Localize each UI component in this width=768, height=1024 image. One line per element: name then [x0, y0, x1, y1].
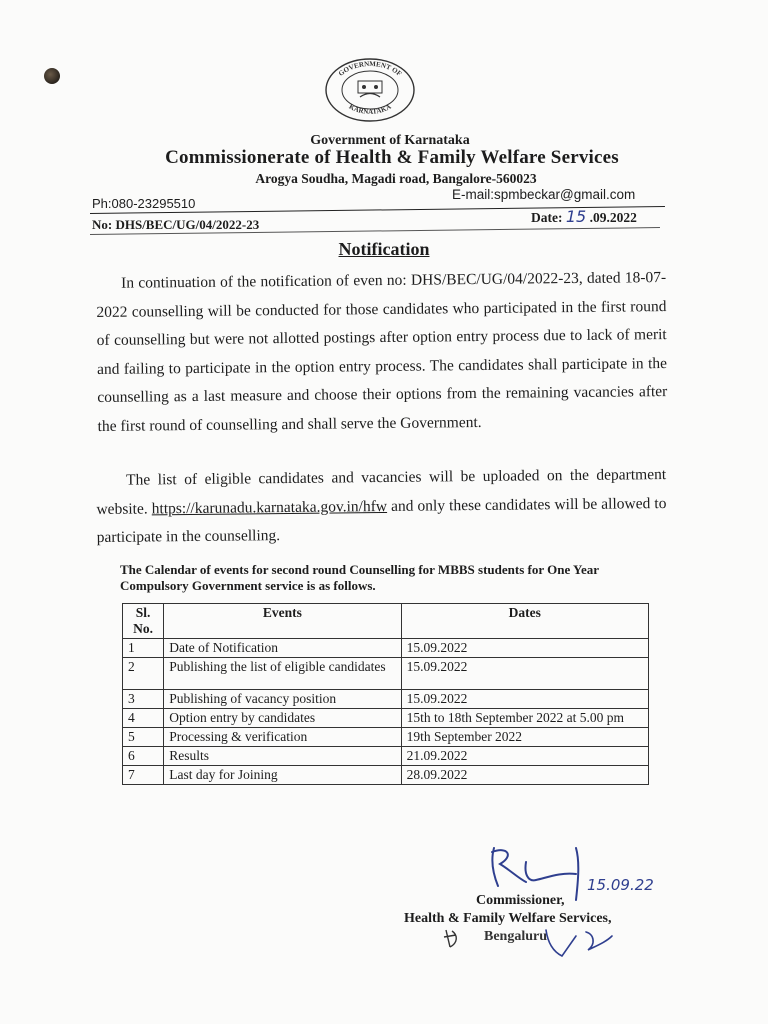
notification-title: Notification [338, 239, 430, 259]
signature-date: 15.09.22 [587, 876, 654, 894]
government-name: Government of Karnataka [310, 133, 470, 148]
paragraph-2 [96, 461, 667, 552]
signatory-office: Health & Family Welfare Services, [404, 911, 612, 926]
signatory-city: Bengaluru [484, 929, 548, 944]
header-events: Events [164, 604, 401, 639]
phone-number: Ph:080-23295510 [92, 196, 196, 211]
cell-event: Publishing the list of eligible candidates [164, 658, 401, 690]
paragraph-2-start: The list of eligible candidates and vacancies will be uploaded on the department website. [96, 466, 667, 518]
punch-hole [44, 68, 60, 84]
seal-top-text: GOVERNMENT OF [336, 59, 404, 78]
date-handwritten-day: 15 [565, 207, 587, 226]
cell-date: 19th September 2022 [401, 728, 648, 747]
cell-sl: 4 [123, 709, 164, 728]
date-suffix: .09.2022 [589, 210, 637, 225]
cell-sl: 2 [123, 658, 164, 690]
cell-sl: 6 [123, 747, 164, 766]
table-row [123, 747, 649, 766]
table-row [123, 658, 649, 690]
cell-date: 15.09.2022 [401, 658, 648, 690]
cell-sl: 5 [123, 728, 164, 747]
seal-bottom-text: KARNATAKA [347, 102, 393, 116]
cell-sl: 3 [123, 690, 164, 709]
header-sl-no: Sl. No. [123, 604, 164, 639]
table-row [123, 709, 649, 728]
date-label: Date: [531, 210, 563, 225]
svg-text:KARNATAKA [348, 103, 393, 116]
notification-date [531, 207, 637, 226]
cell-date: 15th to 18th September 2022 at 5.00 pm [401, 709, 648, 728]
signatory-designation: Commissioner, [476, 893, 565, 908]
cell-date: 15.09.2022 [401, 639, 648, 658]
table-row [123, 690, 649, 709]
email-address: E-mail:spmbeckar@gmail.com [452, 187, 636, 202]
cell-date: 28.09.2022 [401, 766, 648, 785]
svg-text:GOVERNMENT OF [337, 60, 403, 78]
cell-event: Last day for Joining [164, 766, 401, 785]
calendar-table [122, 603, 649, 785]
table-header-row [123, 604, 649, 639]
department-name: Commissionerate of Health & Family Welfare Services [165, 147, 619, 168]
office-address: Arogya Soudha, Magadi road, Bangalore-560023 [255, 171, 537, 186]
header-dates: Dates [401, 604, 648, 639]
initials-signature-icon [436, 922, 636, 962]
stamp-mark-icon [440, 927, 464, 951]
department-website-link[interactable]: https://karunadu.karnataka.gov.in/hfw [151, 497, 388, 517]
cell-event: Option entry by candidates [164, 709, 401, 728]
cell-date: 15.09.2022 [401, 690, 648, 709]
cell-date: 21.09.2022 [401, 747, 648, 766]
calendar-title: The Calendar of events for second round Counselling for MBBS students for One Year Compulsory Government service is as follows. [120, 562, 599, 593]
table-row [123, 728, 649, 747]
reference-number: No: DHS/BEC/UG/04/2022-23 [92, 217, 260, 232]
cell-event: Publishing of vacancy position [164, 690, 401, 709]
paragraph-1: In continuation of the notification of even no: DHS/BEC/UG/04/2022-23, dated 18-07-2022 counselling will be conducted for those candidates who participated in the first round of counselling but were not allotted postings after option entry process due to lack of merit and failing to participate in the option entry process. The candidates shall participate in the counselling as a last measure and choose their options from the remaining vacancies after the first round of counselling and shall serve the Government. [96, 269, 668, 435]
government-seal-icon [322, 57, 418, 123]
cell-event: Date of Notification [164, 639, 401, 658]
cell-event: Results [164, 747, 401, 766]
table-row [123, 639, 649, 658]
cell-sl: 1 [123, 639, 164, 658]
cell-sl: 7 [123, 766, 164, 785]
cell-event: Processing & verification [164, 728, 401, 747]
table-row [123, 766, 649, 785]
paragraph-2-end: and only these candidates will be allowed to participate in the counselling. [96, 494, 667, 546]
